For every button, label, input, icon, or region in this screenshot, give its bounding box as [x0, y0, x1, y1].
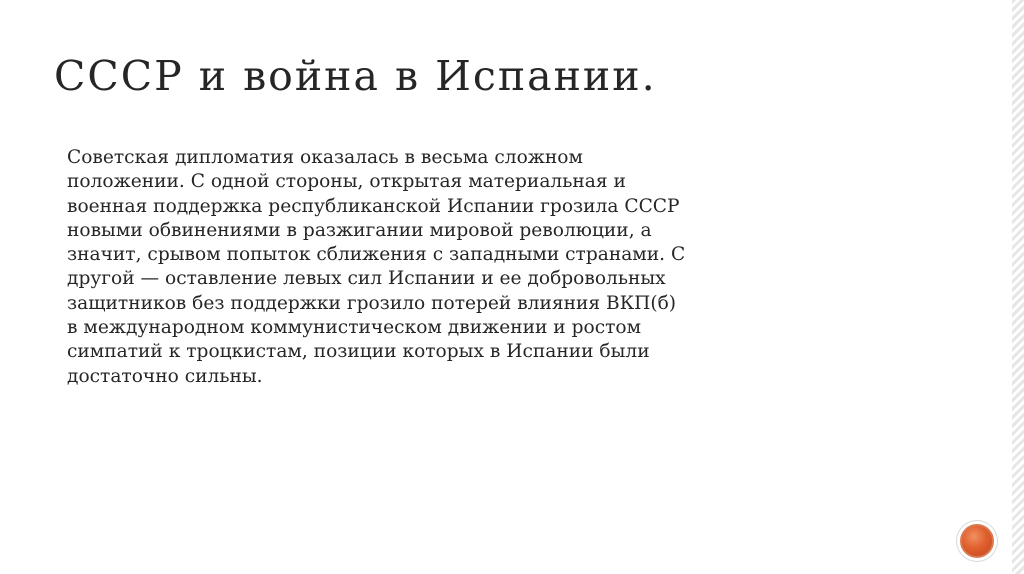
body-line: военная поддержка республиканской Испании грозила СССР — [67, 195, 680, 217]
body-line: другой — оставление левых сил Испании и ее добровольных — [67, 268, 666, 290]
slide-title: СССР и война в Испании. — [54, 52, 657, 100]
body-line: в международном коммунистическом движении и ростом — [67, 317, 642, 339]
decorative-side-border — [1012, 0, 1024, 574]
slide-navigation-circle-icon[interactable] — [957, 521, 997, 561]
body-line: симпатий к троцкистам, позиции которых в Испании были — [67, 341, 650, 363]
nav-circle-inner — [960, 524, 994, 558]
body-line: значит, срывом попыток сближения с западными странами. С — [67, 244, 686, 266]
body-line: Советская дипломатия оказалась в весьма сложном — [67, 147, 583, 168]
body-line: положении. С одной стороны, открытая материальная и — [67, 171, 626, 193]
body-line: достаточно сильны. — [67, 365, 263, 387]
body-line: защитников без поддержки грозило потерей влияния ВКП(б) — [67, 292, 677, 314]
slide-body-text — [67, 146, 767, 389]
body-line: новыми обвинениями в разжигании мировой революции, а — [67, 219, 652, 241]
